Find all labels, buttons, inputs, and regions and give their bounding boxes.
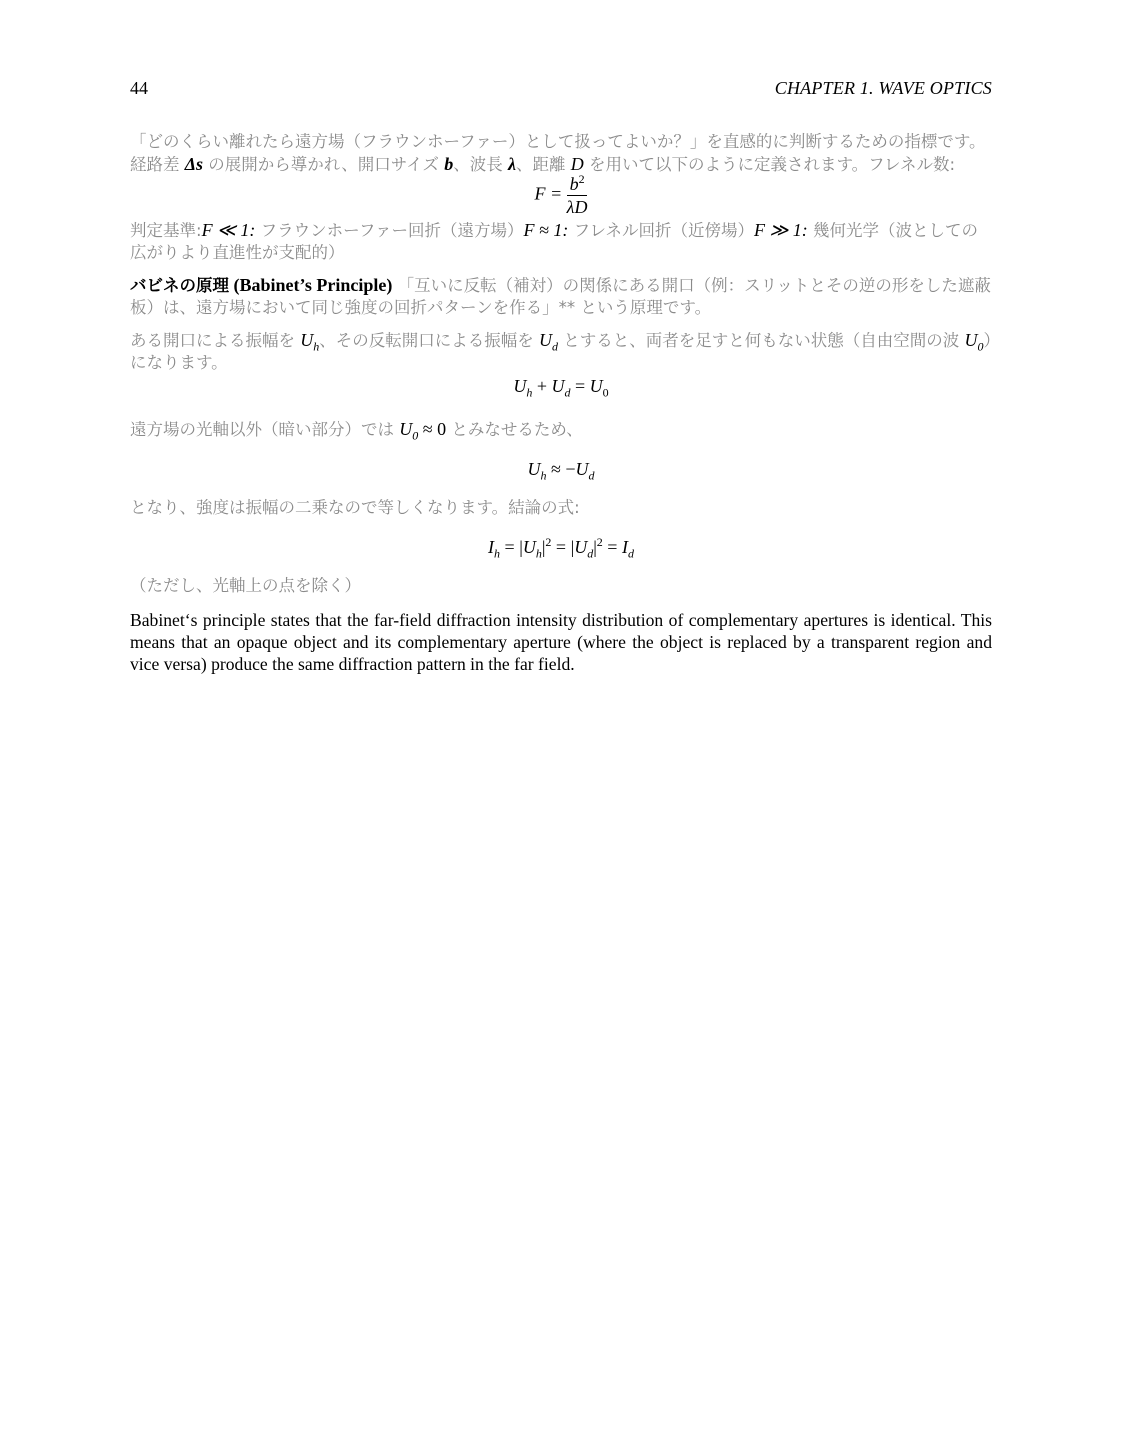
note	[130, 575, 992, 597]
equation-approx: $U_h \approx -U_d$	[527, 459, 595, 483]
fraction-denominator	[567, 196, 588, 217]
babinet-principle-paragraph	[130, 274, 992, 319]
babinet-heading-en: (Babinet’s Principle)	[229, 275, 393, 295]
fresnel-intro-text-2: の展開から導かれ、開口サイズ	[203, 155, 445, 174]
math-b: b	[444, 154, 454, 174]
equation-intensity: $I_h = |U_h|^2 = |U_d|^2 = I_d$	[488, 535, 634, 561]
criterion-2-math: F ≈ 1:	[523, 220, 569, 240]
running-header	[130, 78, 992, 104]
amplitude-text-1: ある開口による振幅を	[130, 331, 301, 350]
intensity-text: となり、強度は振幅の二乗なので等しくなります。結論の式:	[130, 498, 580, 517]
criteria-label: 判定基準:	[130, 221, 202, 240]
dark-region-paragraph: 遠方場の光軸以外（暗い部分）では $U_0 \approx 0$ とみなせるため、	[130, 419, 583, 443]
fresnel-intro-text-3: 、波長	[453, 155, 508, 174]
math-U: U	[300, 330, 314, 350]
page-number: 44	[130, 78, 148, 98]
math-delta-s: Δs	[184, 154, 204, 174]
english-summary-text: Babinet‘s principle states that the far-field diffraction intensity distribution of complementary apertures is identical. This means that an opaque object and its complementary aperture (where the object is replaced by a transparent region and vice versa) produce the same diffraction pattern in the far field.	[130, 610, 992, 674]
numerator-exponent: 2	[578, 172, 585, 186]
amplitude-text-4: ）になります。	[130, 331, 992, 372]
criterion-2-text: フレネル回折（近傍場）	[568, 221, 754, 240]
fresnel-intro-text-4: 、距離	[515, 155, 571, 174]
equation-sum: $U_h + U_d = U_0$	[513, 376, 609, 400]
math-sub-d: d	[552, 339, 558, 354]
amplitude-text-2: 、その反転開口による振幅を	[319, 331, 539, 350]
dark-region-math: ≈ 0	[422, 419, 447, 439]
numerator-b: b	[569, 174, 579, 194]
english-summary	[130, 609, 992, 675]
math-U: U	[964, 330, 978, 350]
babinet-statement: 「互いに反転（補対）の関係にある開口（例：スリットとその逆の形をした遮蔽板）は、遠方場において同じ強度の回折パターンを作る」** という原理です。	[130, 276, 991, 317]
babinet-amplitude-paragraph	[130, 329, 992, 374]
babinet-heading-jp: バビネの原理	[130, 276, 229, 295]
criterion-1-text: フラウンホーファー回折（遠方場）	[255, 221, 524, 240]
note-text: （ただし、光軸上の点を除く）	[130, 576, 361, 595]
fraction	[567, 174, 588, 217]
chapter-title: CHAPTER 1. WAVE OPTICS	[774, 78, 992, 98]
math-U: U	[539, 330, 552, 350]
math-D: D	[570, 154, 584, 174]
fraction-numerator	[567, 174, 588, 196]
math-sub-h: h	[313, 339, 320, 354]
math-lambda: λ	[507, 154, 516, 174]
fresnel-number-equation	[130, 174, 992, 217]
dark-region-text-1: 遠方場の光軸以外（暗い部分）では	[130, 420, 400, 439]
fresnel-intro	[130, 131, 992, 176]
math-sub-0: 0	[977, 339, 984, 354]
intensity-paragraph	[130, 497, 992, 519]
criterion-3-text: 幾何光学（波としての広がりより直進性が支配的）	[130, 221, 979, 262]
amplitude-text-3: とすると、両者を足すと何もない状態（自由空間の波	[558, 331, 965, 350]
dark-region-text-2: とみなせるため、	[446, 420, 583, 439]
denominator-text: λD	[566, 197, 588, 217]
fresnel-intro-text-1: 「どのくらい離れたら遠方場（フラウンホーファー）として扱ってよいか？」を直感的に判断するための指標です。経路差	[130, 132, 986, 174]
criterion-3-math: F ≫ 1:	[753, 220, 808, 240]
criterion-1-math: F ≪ 1:	[201, 220, 256, 240]
fresnel-intro-text-5: を用いて以下のように定義されます。フレネル数:	[583, 155, 956, 174]
page-body	[130, 78, 992, 675]
fresnel-criteria	[130, 219, 992, 264]
equation-lhs: F =	[534, 183, 563, 204]
